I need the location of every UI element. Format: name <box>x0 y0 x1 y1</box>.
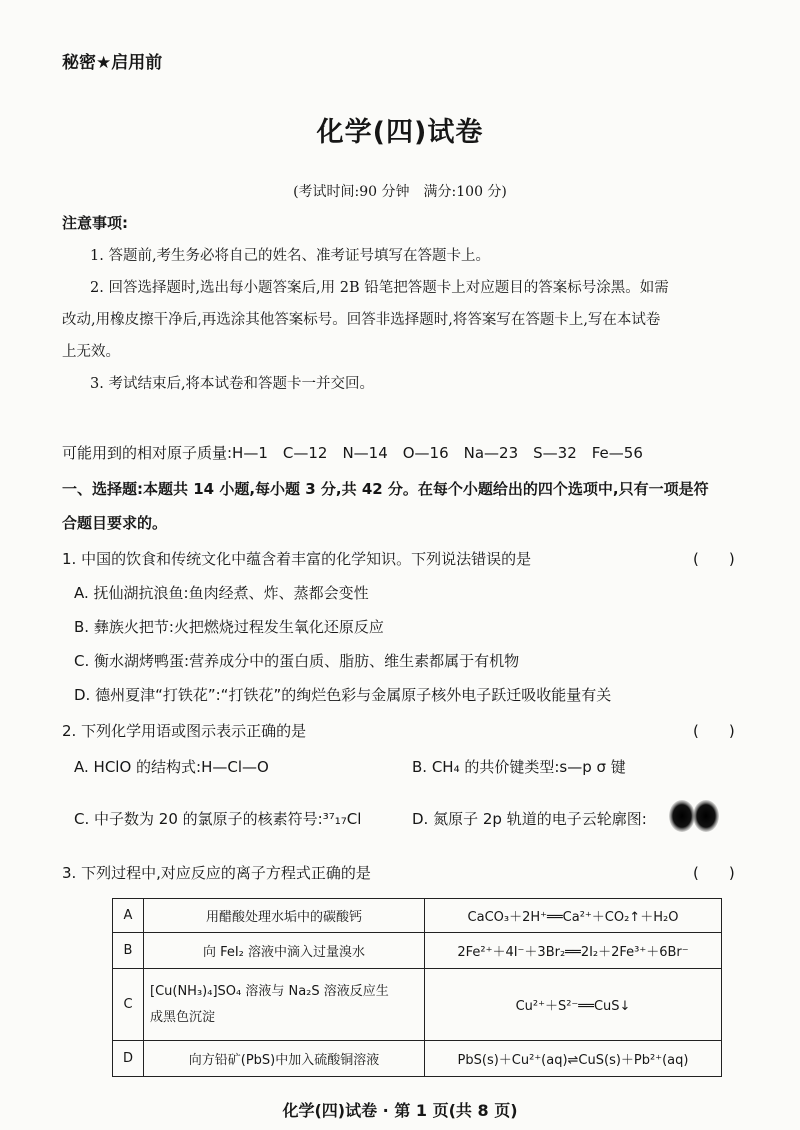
question-1-option-d: D. 德州夏津“打铁花”:“打铁花”的绚烂色彩与金属原子核外电子跃迁吸收能量有关 <box>74 686 612 704</box>
question-2-answer-parens: ( ) <box>693 722 735 740</box>
secret-label: 秘密★启用前 <box>62 53 163 73</box>
question-1-option-a: A. 抚仙湖抗浪鱼:鱼肉经煮、炸、蒸都会变性 <box>74 584 369 602</box>
note-item-2-line-2: 改动,用橡皮擦干净后,再选涂其他答案标号。回答非选择题时,将答案写在答题卡上,写在本试卷 <box>62 312 661 328</box>
atomic-masses: 可能用到的相对原子质量:H—1 C—12 N—14 O—16 Na—23 S—32 Fe—56 <box>62 444 643 462</box>
row-process: 向 FeI₂ 溶液中滴入过量溴水 <box>144 933 425 969</box>
page-title: 化学(四)试卷 <box>316 117 484 148</box>
row-equation: Cu²⁺＋S²⁻══CuS↓ <box>425 969 722 1041</box>
row-label: A <box>113 899 144 933</box>
row-process-line-1: [Cu(NH₃)₄]SO₄ 溶液与 Na₂S 溶液反应生 <box>150 983 389 999</box>
question-2-option-a: A. HClO 的结构式:H—Cl—O <box>74 758 269 776</box>
question-1-stem: 1. 中国的饮食和传统文化中蕴含着丰富的化学知识。下列说法错误的是 <box>62 550 532 568</box>
note-item-2-line-3: 上无效。 <box>62 344 120 360</box>
row-equation: 2Fe²⁺＋4I⁻＋3Br₂══2I₂＋2Fe³⁺＋6Br⁻ <box>425 933 722 969</box>
page-footer: 化学(四)试卷 · 第 1 页(共 8 页) <box>282 1101 518 1120</box>
notes-title: 注意事项: <box>62 214 128 232</box>
question-2-option-c: C. 中子数为 20 的氯原子的核素符号:³⁷₁₇Cl <box>74 810 362 828</box>
p-orbital-cloud-icon <box>668 798 720 834</box>
question-2-option-b: B. CH₄ 的共价键类型:s—p σ 键 <box>412 758 626 776</box>
row-label: B <box>113 933 144 969</box>
row-label: C <box>113 969 144 1041</box>
note-item-2-line-1: 2. 回答选择题时,选出每小题答案后,用 2B 铅笔把答题卡上对应题目的答案标号涂黑。如需 <box>90 280 669 296</box>
table-row <box>113 1041 722 1077</box>
question-2-stem: 2. 下列化学用语或图示表示正确的是 <box>62 722 307 740</box>
row-equation: PbS(s)＋Cu²⁺(aq)⇌CuS(s)＋Pb²⁺(aq) <box>425 1041 722 1077</box>
question-1-option-c: C. 衡水湖烤鸭蛋:营养成分中的蛋白质、脂肪、维生素都属于有机物 <box>74 652 520 670</box>
exam-info: (考试时间:90 分钟 满分:100 分) <box>293 184 507 200</box>
row-process: 用醋酸处理水垢中的碳酸钙 <box>144 899 425 933</box>
question-3-answer-parens: ( ) <box>693 864 735 882</box>
note-item-3: 3. 考试结束后,将本试卷和答题卡一并交回。 <box>90 376 375 392</box>
question-1-answer-parens: ( ) <box>693 550 735 568</box>
note-item-1: 1. 答题前,考生务必将自己的姓名、准考证号填写在答题卡上。 <box>90 248 491 264</box>
question-1-option-b: B. 彝族火把节:火把燃烧过程发生氧化还原反应 <box>74 618 384 636</box>
row-process-line-2: 成黑色沉淀 <box>150 1009 216 1025</box>
question-3-stem: 3. 下列过程中,对应反应的离子方程式正确的是 <box>62 864 371 882</box>
table-row <box>113 933 722 969</box>
table-row <box>113 969 722 1041</box>
reaction-table <box>112 898 722 1077</box>
question-2-option-d: D. 氮原子 2p 轨道的电子云轮廓图: <box>412 810 647 828</box>
row-process <box>144 969 425 1041</box>
row-equation: CaCO₃＋2H⁺══Ca²⁺＋CO₂↑＋H₂O <box>425 899 722 933</box>
row-process: 向方铅矿(PbS)中加入硫酸铜溶液 <box>144 1041 425 1077</box>
table-row <box>113 899 722 933</box>
section-heading-line-2: 合题目要求的。 <box>62 514 168 532</box>
row-label: D <box>113 1041 144 1077</box>
section-heading-line-1: 一、选择题:本题共 14 小题,每小题 3 分,共 42 分。在每个小题给出的四个选项中,只有一项是符 <box>62 480 709 498</box>
